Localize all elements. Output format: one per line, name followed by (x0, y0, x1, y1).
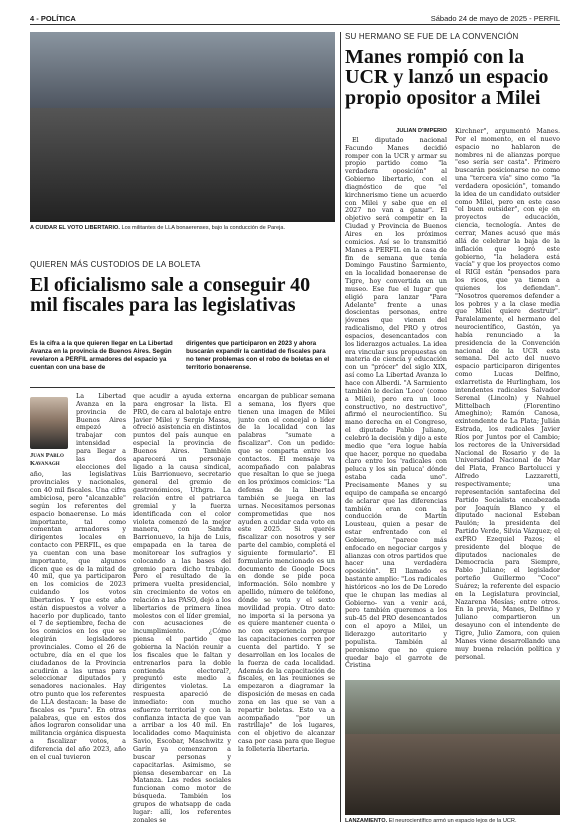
left-col3-text: encargan de publicar semana a semana, los flyers que tienen una imagen de Milei junto con el concejal o líder de la localidad con las palabras "sumate a fiscalizar". Con un pedido: que se comparta entre los contactos. El mensaje va acompañado con palabras que resaltan lo que se juega en los próximos comicios: "La defensa de la libertad también se juega en las urnas. Necesitamos personas comprometidas que nos ayuden a cuidar cada voto en este 2025. Si querés fiscalizar con nosotros y ser parte del cambio, completá el siguiente formulario". El formulario mencionado es un documento de Google Docs en donde se pide poca información. Sólo nombre y apellido, número de teléfono, dónde se vota y el sexto movilidad propia. Otro dato: no importa si la persona ya es quiere mantener cuenta o no con experiencia porque las capacitaciones corren por cuenta del partido. Y se desarrollan en los locales de la fuerza de cada localidad. Además de la capacitación de fiscales, en las reuniones se empezaron a diagramar la disposición de mesas en cada zona en las que se van a repartir boletas. Esto va a acompañado "por un rastrillaje" de los lugares, con el objetivo de alcanzar casa por casa para que llegue la folletería libertaria. (238, 393, 335, 753)
right-kicker: SU HERMANO SE FUE DE LA CONVENCIÓN (345, 32, 519, 41)
lla-photo-caption: A CUIDAR EL VOTO LIBERTARIO. Los militantes de LLA bonaerenses, bajo la conducción de Pareja. (30, 225, 286, 231)
left-col1-text: La Libertad Avanza en la provincia de Buenos Aires empezó a trabajar con intensidad para llegar a las dos elecciones del año, las legislativas provinciales y nacionales, con 40 mil fiscales. Una cifra ambiciosa, pero "alcanzable" según los referentes del espacio bonaerense. Lo más importante, tal como comentan armadores y dirigentes locales en contacto con PERFIL, es que ya cuentan con una base importante, que algunos dicen que es de la mitad de 40 mil, que ya participaron en los comicios de 2023 cuidando los votos libertarios. Y que este año están dispuestos a volver a hacerlo por duplicado, tanto el 7 de septiembre, fecha de los comicios en los que se elegirán legisladores provinciales. Como el 26 de octubre, día en el que los ciudadanos de la Provincia acudirán a las urnas para seleccionar diputados y senadores nacionales. Hay otro punto que los referentes de LLA destacan: la base de fiscales es "pura". En otras palabras, que en estos dos años lograron consolidar una militancia orgánica dispuesta a fiscalizar votos, a diferencia del año 2023, año en el cual tuvieron (30, 393, 126, 761)
left-story-col3 (238, 393, 335, 823)
section-label: 4 - POLÍTICA (30, 14, 76, 23)
left-lead-2: dirigentes que participaron en 2023 y ahora buscarán expandir la cantidad de fiscales para no tener problemas con el robo de boletas en el territorio bonaerense. (186, 340, 330, 371)
left-headline: El oficialismo sale a conseguir 40 mil fiscales para las legislativas (30, 274, 311, 317)
left-kicker: QUIEREN MÁS CUSTODIOS DE LA BOLETA (30, 260, 201, 269)
right-story-col2 (455, 128, 560, 676)
left-col2-text: que acudir a ayuda externa para engrosar la lista. El PRO, de cara al balotaje entre Javier Milei y Sergio Massa, ofreció asistencia en distintos puntos del país aunque en especial la provincia de Buenos Aires. También aparecerá un personaje ligado a la causa sindical, Luis Barrionuevo, secretario general del gremio de gastronómicos, Uthgra. La relación entre el patriarca gremial y la fuerza identificada con el color violeta comenzó de la mejor manera, con Sandra Barrionuevo, la hija de Luis, empapada en la tarea de monitorear los sufragios y colocando a las bases del gremio para dicho trabajo. Pero el resultado de la primera vuelta presidencial, sin crecimiento de votos en relación a las PASO, dejó a los libertarios de primera línea molestos con el líder gremial, con acusaciones de incumplimiento. ¿Cómo piensa el partido que gobierna la Nación reunir a los fiscales que le faltan y entrenarlos para la doble contienda electoral?, preguntó este medio a dirigentes violetas. La respuesta apareció de inmediato: con mucho esfuerzo territorial y con la confianza intacta de que van a arribar a los 40 mil. En localidades como Maquinista Savio, Escobar, Maschwitz y Garín ya comenzaron a buscar personas y capacitarlas. Asimismo, se piensa desembarcar en La Matanza. Las redes sociales funcionan como motor de búsqueda. También los grupos de whatsapp de cada lugar: allí, los referentes zonales se (133, 393, 231, 823)
left-lead-1: Es la cifra a la que quieren llegar en La Libertad Avanza en la provincia de Buenos Aires. Según revelaron a PERFIL armadores del espacio ya cuentan con una base de (30, 340, 173, 371)
lla-militants-photo (30, 32, 335, 222)
right-story-col1 (345, 128, 447, 676)
right-headline: Manes rompió con la UCR y lanzó un espacio propio opositor a Milei (345, 46, 549, 109)
column-divider (340, 32, 341, 822)
page-header (30, 14, 560, 25)
issue-date: Sábado 24 de mayo de 2025 - PERFIL (430, 14, 560, 23)
left-story-col2 (133, 393, 231, 823)
left-story-col1 (30, 393, 126, 823)
lead-rule (30, 387, 335, 388)
right-col1-text: El diputado nacional Facundo Manes decidió romper con la UCR y armar su propio partido como "la verdadera oposición" al Gobierno libertario, con el diagnóstico de que "el kirchnerismo tiene un acuerdo con Milei y sabe que en el 2027 no van a ganar". El objetivo será competir en la Ciudad y Provincia de Buenos Aires en los próximos comicios. Así se lo transmitió Manes a PERFIL en la casa de fin de semana que tenía Domingo Faustino Sarmiento, en la localidad bonaerense de Tigre, hoy convertida en un museo. Ese fue el lugar que eligió para lanzar "Para Adelante" frente a unas doscientas personas, entre jóvenes que vienen del radicalismo, del PRO y otros espacios, desencantados con los liderazgos actuales. La idea era vincular sus propuestas en materia de ciencia y educación con un "prócer" del siglo XIX, así como La Libertad Avanza lo hace con Alberdi. "A Sarmiento también le decían 'Loco' (como a Milei), pero era un loco constructivo, no destructivo", afirmó el neurocientífico. Su mano derecha en el Congreso, el diputado Pablo Juliano, celebró la decisión y dijo a este medio que "era logue había que hacer, porque no quedaba claro entre los 'radicales con peluca y los sin peluca' dónde estaba cada uno". Precisamente Manes y su equipo de campaña se encargó de aclarar que las diferencias también eran con la conducción de Martín Lousteau, quien a pesar de estar enfrentado con el Gobierno, "parece más enfocado en negociar cargos y alianzas con otros partidos que hacer una verdadera oposición". El llamado es bastante amplio: "Los radicales históricos -no los de De Loredo que le chupan las medias al Gobierno- van a venir acá, pero también queremos a los sub-45 del PRO desencantados con el apoyo a Milei, un liderazgo autoritario y populista. También al peronismo que no quiere quedar bajo el garrote de Cristina (345, 135, 447, 670)
manes-photo-caption: LANZAMIENTO. El neurocientífico armó un espacio lejos de la UCR. (345, 818, 517, 824)
manes-launch-photo (345, 680, 560, 815)
author-name: Juan Pablo Kavanagh (30, 452, 64, 467)
right-byline: JULIÁN D'IMPERIO (396, 128, 447, 134)
right-col2-text: Kirchner", argumentó Manes. Por el momento, en el nuevo espacio no hablaron de nombres ni de alianzas porque "eso sería ser casta". Primero buscarán posicionarse no como una "tercera vía" sino como "la verdadera oposición", tomando la idea de un candidato outsider como Milei, pero en este caso "el buen outsider", con eje en proyectos de educación, ciencia, tecnología. Antes de cerrar, Manes acusó que más allá de celebrar la baja de la inflación que logró este gobierno, "la heladera está vacía" y que los proyectos como el RIGI están "pensados para los ricos, que ya tienen a quienes los defiendan". "Nosotros queremos defender a los pobres y a la clase media que Milei quiere destruir". Paralelamente, el hermano del neurocientífico, Gastón, ya había renunciado a la presidencia de la Convención nacional de la UCR esta semana. Del acto del nuevo espacio participaron dirigentes como Lucas Delfino, exlarretista de Hurlingham, los intendentes radicales Salvador Serenal (Lincoln) y Nahuel Mittelbach (Florentino Ameghino); Ramón Canosa, exintendente de La Plata; Julián Estrada, los radicales Javier Ríos por Juntos por el Cambio; los rectores de la Universidad Nacional de Rosario y de la Universidad Nacional de Mar del Plata, Franco Bartolucci y Alfredo Lazzaretti, respectivamente; una representación santafecina del Partido Socialista encabezada por Joaquín Blanco y el diputado nacional Esteban Paulón; la presidenta del Partido Verde, Silvia Vázquez; el exPRO Ezequiel Pazos; el presidente del bloque de diputados nacionales de Democracia para Siempre, Pablo Juliano; el legislador porteño Guillermo "Coco" Suárez; la referente del espacio en la Legislatura provincial, Nazarena Mesías; entre otros. En la previa, Manes, Delfino y Juliano compartieron un desayuno con el intendente de Tigre, Julio Zamora, con quien Manes viene desarrollando una muy buena relación política y personal. (455, 128, 560, 661)
